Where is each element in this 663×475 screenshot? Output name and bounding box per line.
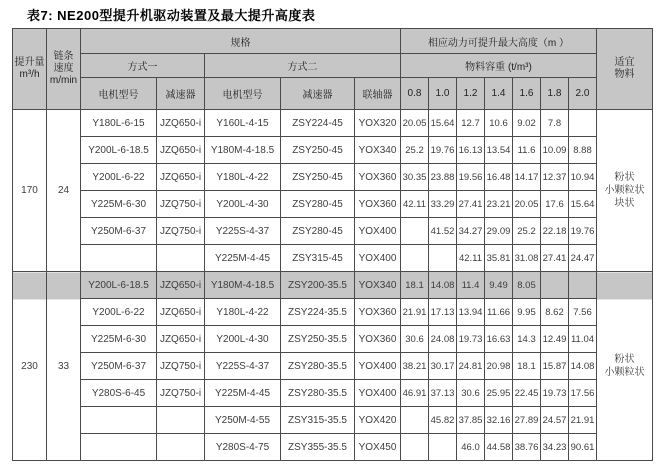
height-cell: 30.6 [401, 326, 429, 353]
material-line: 粉状 [614, 172, 635, 183]
height-cell: 19.76 [569, 218, 597, 245]
height-cell [429, 434, 457, 461]
height-cell: 32.16 [485, 407, 513, 434]
header-density-col-5: 1.6 [513, 78, 541, 110]
method2-motor-cell: Y225M-4-45 [205, 380, 281, 407]
height-cell: 22.18 [541, 218, 569, 245]
method1-motor-cell [81, 434, 157, 461]
header-max-height: 相应动力可提升最大高度（m ） [401, 29, 597, 54]
method1-reducer-cell: JZQ650-i [157, 326, 205, 353]
method2-reducer-cell: ZSY250-35.5 [281, 326, 355, 353]
header-reducer-2: 减速器 [281, 78, 355, 110]
method1-motor-cell: Y200L-6-22 [81, 299, 157, 326]
height-cell [569, 110, 597, 137]
height-cell: 13.94 [457, 299, 485, 326]
height-cell: 18.1 [513, 353, 541, 380]
height-cell [401, 218, 429, 245]
method1-motor-cell: Y200L-6-18.5 [81, 137, 157, 164]
method1-reducer-cell [157, 434, 205, 461]
height-cell: 19.73 [541, 380, 569, 407]
height-cell: 38.76 [513, 434, 541, 461]
header-density-col-1: 0.8 [401, 78, 429, 110]
suitable-material-cell [597, 272, 653, 461]
height-cell: 19.76 [429, 137, 457, 164]
method1-reducer-cell: JZQ650-i [157, 137, 205, 164]
height-cell: 23.21 [485, 191, 513, 218]
height-cell [401, 407, 429, 434]
table-row [13, 434, 653, 461]
method2-motor-cell: Y160L-4-15 [205, 110, 281, 137]
material-line: 块状 [614, 198, 635, 209]
method1-reducer-cell: JZQ650-i [157, 272, 205, 299]
height-cell: 19.73 [457, 326, 485, 353]
height-cell: 35.81 [485, 245, 513, 272]
method2-reducer-cell: ZSY250-45 [281, 137, 355, 164]
height-cell: 44.58 [485, 434, 513, 461]
table-row [13, 245, 653, 272]
height-cell: 8.05 [513, 272, 541, 299]
coupling-cell: YOX450 [355, 434, 401, 461]
method2-reducer-cell: ZSY280-35.5 [281, 380, 355, 407]
header-row-3 [13, 78, 653, 110]
header-motor-model-2: 电机型号 [205, 78, 281, 110]
method2-motor-cell: Y250M-4-55 [205, 407, 281, 434]
height-cell: 15.87 [541, 353, 569, 380]
coupling-cell: YOX340 [355, 137, 401, 164]
height-cell: 29.09 [485, 218, 513, 245]
height-cell: 10.09 [541, 137, 569, 164]
height-cell: 24.08 [429, 326, 457, 353]
height-cell: 41.52 [429, 218, 457, 245]
height-cell: 10.6 [485, 110, 513, 137]
header-method-2: 方式二 [205, 54, 401, 78]
height-cell: 12.37 [541, 164, 569, 191]
header-bulk-density: 物料容重 (t/m³) [401, 54, 597, 78]
method1-reducer-cell: JZQ650-i [157, 299, 205, 326]
method1-reducer-cell: JZQ650-i [157, 164, 205, 191]
coupling-cell: YOX400 [355, 353, 401, 380]
height-cell: 18.1 [401, 272, 429, 299]
height-cell: 46.91 [401, 380, 429, 407]
method1-reducer-cell: JZQ750-i [157, 380, 205, 407]
height-cell: 46.0 [457, 434, 485, 461]
coupling-cell: YOX420 [355, 407, 401, 434]
height-cell: 17.6 [541, 191, 569, 218]
method2-reducer-cell: ZSY200-35.5 [281, 272, 355, 299]
height-cell: 33.29 [429, 191, 457, 218]
coupling-cell: YOX360 [355, 326, 401, 353]
method2-reducer-cell: ZSY280-45 [281, 191, 355, 218]
height-cell: 7.56 [569, 299, 597, 326]
header-row-1 [13, 29, 653, 54]
header-coupling: 联轴器 [355, 78, 401, 110]
method2-reducer-cell: ZSY224-35.5 [281, 299, 355, 326]
height-cell: 14.08 [429, 272, 457, 299]
table-row [13, 110, 653, 137]
height-cell [541, 272, 569, 299]
lift-capacity-cell: 170 [13, 110, 47, 272]
height-cell: 21.91 [569, 407, 597, 434]
table-row [13, 407, 653, 434]
table-row [13, 353, 653, 380]
height-cell: 20.05 [513, 191, 541, 218]
method2-motor-cell: Y180L-4-22 [205, 299, 281, 326]
height-cell: 7.8 [541, 110, 569, 137]
height-cell: 30.6 [457, 380, 485, 407]
lift-capacity-cell: 230 [13, 272, 47, 461]
height-cell: 21.91 [401, 299, 429, 326]
method1-reducer-cell: JZQ750-i [157, 353, 205, 380]
method1-motor-cell: Y180L-6-15 [81, 110, 157, 137]
height-cell: 17.56 [569, 380, 597, 407]
height-cell: 27.41 [541, 245, 569, 272]
height-cell: 11.4 [457, 272, 485, 299]
header-lift-capacity [13, 29, 47, 110]
method2-motor-cell: Y200L-4-30 [205, 326, 281, 353]
spec-table [12, 28, 653, 461]
height-cell [401, 245, 429, 272]
coupling-cell: YOX360 [355, 191, 401, 218]
height-cell: 25.95 [485, 380, 513, 407]
method2-reducer-cell: ZSY280-45 [281, 218, 355, 245]
table-row [13, 164, 653, 191]
height-cell: 14.3 [513, 326, 541, 353]
table-row [13, 299, 653, 326]
table-row [13, 272, 653, 299]
material-line: 小颗粒状 [604, 185, 645, 196]
header-suitable-material [597, 29, 653, 110]
method1-motor-cell: Y200L-6-22 [81, 164, 157, 191]
method2-motor-cell: Y180M-4-18.5 [205, 272, 281, 299]
height-cell: 14.08 [569, 353, 597, 380]
height-cell: 16.63 [485, 326, 513, 353]
height-cell: 22.45 [513, 380, 541, 407]
method2-motor-cell: Y225S-4-37 [205, 218, 281, 245]
header-spec: 规格 [81, 29, 401, 54]
method1-reducer-cell: JZQ750-i [157, 218, 205, 245]
height-cell: 24.47 [569, 245, 597, 272]
height-cell: 30.17 [429, 353, 457, 380]
height-cell: 11.04 [569, 326, 597, 353]
header-motor-model-1: 电机型号 [81, 78, 157, 110]
header-reducer-1: 减速器 [157, 78, 205, 110]
height-cell: 38.21 [401, 353, 429, 380]
height-cell [429, 245, 457, 272]
method2-reducer-cell: ZSY280-35.5 [281, 353, 355, 380]
method1-motor-cell: Y225M-6-30 [81, 191, 157, 218]
height-cell: 42.11 [457, 245, 485, 272]
method2-motor-cell: Y280S-4-75 [205, 434, 281, 461]
height-cell: 15.64 [569, 191, 597, 218]
coupling-cell: YOX320 [355, 110, 401, 137]
coupling-cell: YOX360 [355, 299, 401, 326]
method2-motor-cell: Y180L-4-22 [205, 164, 281, 191]
chain-speed-cell: 33 [47, 272, 81, 461]
header-lift-capacity-unit: m³/h [19, 69, 40, 80]
height-cell: 37.13 [429, 380, 457, 407]
height-cell: 27.89 [513, 407, 541, 434]
table-row [13, 191, 653, 218]
material-line: 粉状 [614, 354, 635, 365]
header-density-col-6: 1.8 [541, 78, 569, 110]
method1-reducer-cell [157, 407, 205, 434]
header-density-col-3: 1.2 [457, 78, 485, 110]
header-density-col-2: 1.0 [429, 78, 457, 110]
height-cell: 45.82 [429, 407, 457, 434]
table-row [13, 380, 653, 407]
method1-motor-cell: Y250M-6-37 [81, 353, 157, 380]
height-cell: 14.17 [513, 164, 541, 191]
method2-reducer-cell: ZSY315-45 [281, 245, 355, 272]
height-cell [569, 272, 597, 299]
header-lift-capacity-label: 提升量 [14, 57, 45, 68]
height-cell: 15.64 [429, 110, 457, 137]
height-cell: 11.6 [513, 137, 541, 164]
height-cell: 11.66 [485, 299, 513, 326]
method2-reducer-cell: ZSY250-45 [281, 164, 355, 191]
height-cell: 16.48 [485, 164, 513, 191]
method1-motor-cell [81, 245, 157, 272]
method2-motor-cell: Y180M-4-18.5 [205, 137, 281, 164]
header-chain-speed-unit: m/min [49, 75, 78, 86]
header-chain-speed-label-2: 速度 [53, 63, 74, 74]
header-density-col-7: 2.0 [569, 78, 597, 110]
height-cell: 19.56 [457, 164, 485, 191]
method1-reducer-cell [157, 245, 205, 272]
height-cell: 42.11 [401, 191, 429, 218]
coupling-cell: YOX360 [355, 164, 401, 191]
header-chain-speed-label-1: 链条 [53, 51, 74, 62]
method1-motor-cell [81, 407, 157, 434]
method2-reducer-cell: ZSY355-35.5 [281, 434, 355, 461]
method1-reducer-cell: JZQ750-i [157, 191, 205, 218]
header-suitable-material-line-2: 物料 [614, 69, 635, 80]
height-cell: 30.35 [401, 164, 429, 191]
height-cell: 20.05 [401, 110, 429, 137]
table-row [13, 137, 653, 164]
method2-motor-cell: Y200L-4-30 [205, 191, 281, 218]
header-method-1: 方式一 [81, 54, 205, 78]
header-chain-speed [47, 29, 81, 110]
height-cell: 12.7 [457, 110, 485, 137]
header-density-col-4: 1.4 [485, 78, 513, 110]
height-cell: 25.2 [401, 137, 429, 164]
height-cell: 8.88 [569, 137, 597, 164]
method1-reducer-cell: JZQ650-i [157, 110, 205, 137]
height-cell: 31.08 [513, 245, 541, 272]
method1-motor-cell: Y280S-6-45 [81, 380, 157, 407]
chain-speed-cell: 24 [47, 110, 81, 272]
method2-reducer-cell: ZSY315-35.5 [281, 407, 355, 434]
method1-motor-cell: Y225M-6-30 [81, 326, 157, 353]
height-cell: 9.49 [485, 272, 513, 299]
height-cell: 90.61 [569, 434, 597, 461]
height-cell: 10.94 [569, 164, 597, 191]
height-cell: 13.54 [485, 137, 513, 164]
height-cell: 34.27 [457, 218, 485, 245]
method1-motor-cell: Y200L-6-18.5 [81, 272, 157, 299]
height-cell [401, 434, 429, 461]
method2-motor-cell: Y225M-4-45 [205, 245, 281, 272]
height-cell: 23.88 [429, 164, 457, 191]
height-cell: 27.41 [457, 191, 485, 218]
height-cell: 17.13 [429, 299, 457, 326]
height-cell: 24.57 [541, 407, 569, 434]
coupling-cell: YOX400 [355, 218, 401, 245]
coupling-cell: YOX400 [355, 380, 401, 407]
height-cell: 16.13 [457, 137, 485, 164]
method2-motor-cell: Y225S-4-37 [205, 353, 281, 380]
header-suitable-material-line-1: 适宜 [614, 57, 635, 68]
table-row [13, 326, 653, 353]
material-line: 小颗粒状 [604, 367, 645, 378]
suitable-material-cell [597, 110, 653, 272]
height-cell: 9.02 [513, 110, 541, 137]
table-row [13, 218, 653, 245]
height-cell: 9.95 [513, 299, 541, 326]
height-cell: 34.23 [541, 434, 569, 461]
height-cell: 8.62 [541, 299, 569, 326]
height-cell: 12.49 [541, 326, 569, 353]
method1-motor-cell: Y250M-6-37 [81, 218, 157, 245]
page-title: 表7: NE200型提升机驱动装置及最大提升高度表 [27, 8, 316, 23]
header-row-2 [13, 54, 653, 78]
height-cell: 25.2 [513, 218, 541, 245]
coupling-cell: YOX400 [355, 245, 401, 272]
height-cell: 20.98 [485, 353, 513, 380]
height-cell: 24.81 [457, 353, 485, 380]
height-cell: 37.85 [457, 407, 485, 434]
coupling-cell: YOX340 [355, 272, 401, 299]
method2-reducer-cell: ZSY224-45 [281, 110, 355, 137]
